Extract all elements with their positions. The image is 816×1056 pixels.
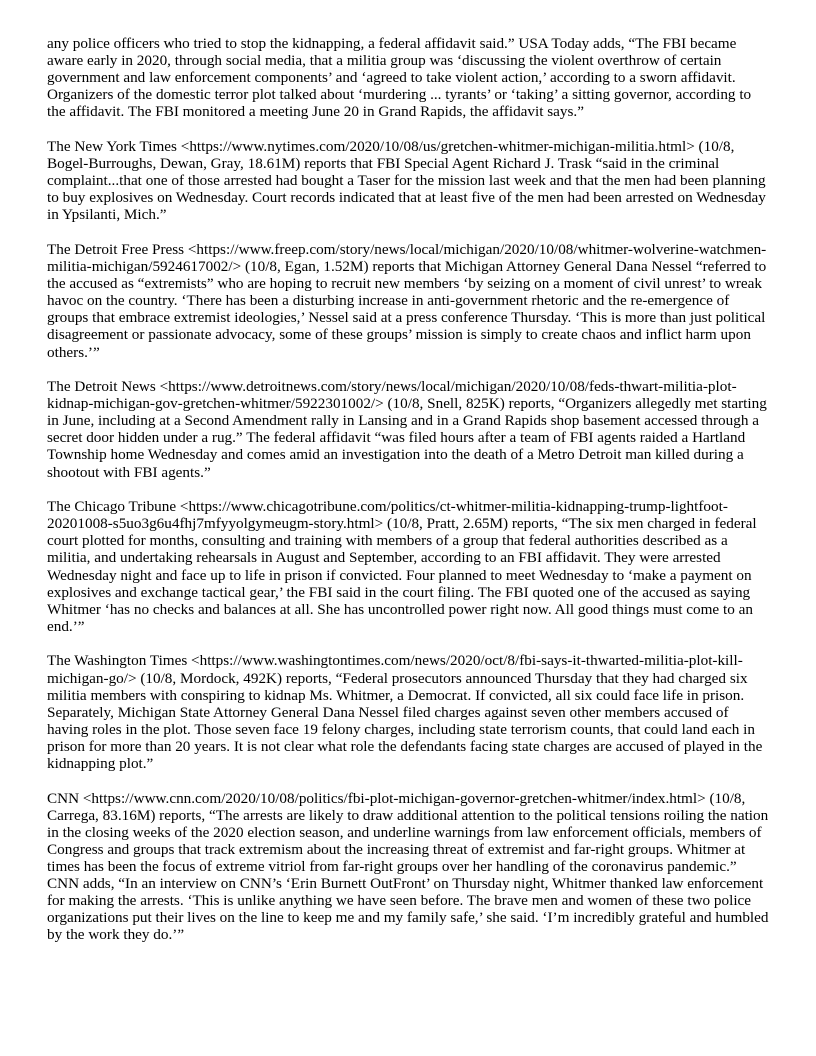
paragraph-detroit-news: The Detroit News <https://www.detroitnews.com/story/news/local/michigan/2020/10/08/feds-thwart-militia-plot-kidnap-michigan-gov-gretchen-whitmer/5922301002/> (10/8, Snell, 825K) reports, “Organizers allegedly met starting in June, including at a Second Amendment rally in Lansing and in a Grand Rapids shop basement accessed through a secret door hidden under a rug.” The federal affidavit “was filed hours after a team of FBI agents raided a Hartland Township home Wednesday and comes amid an investigation into the death of a Metro Detroit man killed during a shootout with FBI agents.” — [47, 378, 767, 481]
paragraph-detroit-free-press: The Detroit Free Press <https://www.freep.com/story/news/local/michigan/2020/10/08/whitmer-wolverine-watchmen-militia-michigan/5924617002/> (10/8, Egan, 1.52M) reports that Michigan Attorney General Dana Nessel “referred to the accused as “extremists” who are hoping to recruit new members ‘by seizing on a moment of civil unrest’ to wreak havoc on the country. ‘There has been a disturbing increase in anti-government rhetoric and the re-emergence of groups that embrace extremist ideologies,’ Nessel said at a press conference Thursday. ‘This is more than just political disagreement or passionate advocacy, some of these groups’ mission is simply to create chaos and inflict harm upon others.’” — [47, 240, 767, 361]
paragraph-new-york-times: The New York Times <https://www.nytimes.com/2020/10/08/us/gretchen-whitmer-michigan-militia.html> (10/8, Bogel-Burroughs, Dewan, Gray, 18.61M) reports that FBI Special Agent Richard J. Trask “said in the criminal complaint...that one of those arrested had bought a Taser for the mission last week and that the men had been planning to buy explosives on Wednesday. Court records indicated that at least five of the men had been arrested on Wednesday in Ypsilanti, Mich.” — [47, 137, 766, 224]
document-page — [47, 35, 771, 961]
paragraph-usa-today-continued: any police officers who tried to stop the kidnapping, a federal affidavit said.” USA Today adds, “The FBI became aware early in 2020, through social media, that a militia group was ‘discussing the violent overthrow of certain government and law enforcement components’ and ‘agreed to take violent action,’ according to a sworn affidavit. Organizers of the domestic terror plot talked about ‘murdering ... tyrants’ or ‘taking’ a sitting governor, according to the affidavit. The FBI monitored a meeting June 20 in Grand Rapids, the affidavit says.” — [47, 35, 752, 121]
paragraph-cnn: CNN <https://www.cnn.com/2020/10/08/politics/fbi-plot-michigan-governor-gretchen-whitmer/index.html> (10/8, Carrega, 83.16M) reports, “The arrests are likely to draw additional attention to the political tensions roiling the nation in the closing weeks of the 2020 election season, and underline warnings from law enforcement officials, members of Congress and groups that track extremism about the increasing threat of extremist and far-right groups. Whitmer at times has been the focus of extreme vitriol from far-right groups over her handling of the coronavirus pandemic.” CNN adds, “In an interview on CNN’s ‘Erin Burnett OutFront’ on Thursday night, Whitmer thanked law enforcement for making the arrests. ‘This is unlike anything we have seen before. The brave men and women of these two police organizations put their lives on the line to keep me and my family safe,’ she said. ‘I’m incredibly grateful and humbled by the work they do.’” — [47, 789, 769, 944]
paragraph-washington-times: The Washington Times <https://www.washingtontimes.com/news/2020/oct/8/fbi-says-it-thwarted-militia-plot-kill-michigan-go/> (10/8, Mordock, 492K) reports, “Federal prosecutors announced Thursday that they had charged six militia members with conspiring to kidnap Ms. Whitmer, a Democrat. If convicted, all six could face life in prison. Separately, Michigan State Attorney General Dana Nessel filed charges against seven other members accused of having roles in the plot. Those seven face 19 felony charges, including state terrorism counts, that could land each in prison for more than 20 years. It is not clear what role the defendants facing state charges are accused of played in the kidnapping plot.” — [47, 652, 763, 772]
paragraph-chicago-tribune: The Chicago Tribune <https://www.chicagotribune.com/politics/ct-whitmer-militia-kidnapping-trump-lightfoot-20201008-s5uo3g6u4fhj7mfyyolgymeugm-story.html> (10/8, Pratt, 2.65M) reports, “The six men charged in federal court plotted for months, consulting and training with members of a group that federal authorities described as a militia, and undertaking rehearsals in August and September, according to an FBI affidavit. They were arrested Wednesday night and face up to life in prison if convicted. Four planned to meet Wednesday to ‘make a payment on explosives and exchange tactical gear,’ the FBI said in the court filing. The FBI quoted one of the accused as saying Whitmer ‘has no checks and balances at all. She has uncontrolled power right now. All good things must come to an end.’” — [47, 498, 757, 635]
